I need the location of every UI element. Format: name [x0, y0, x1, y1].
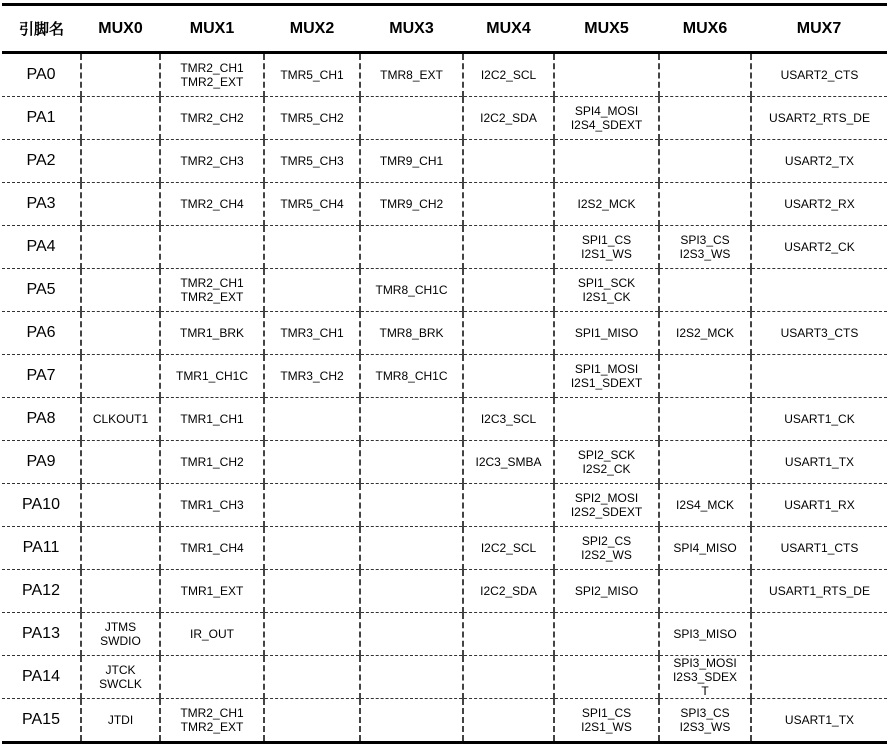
- mux0-cell: [81, 53, 160, 97]
- header-pin-name: 引脚名: [2, 5, 81, 53]
- mux0-cell: [81, 269, 160, 312]
- mux0-cell: [81, 613, 160, 656]
- pin-name-cell: PA1: [2, 97, 81, 140]
- mux2-cell: [264, 656, 360, 699]
- mux7-cell: USART1_RTS_DE: [751, 570, 887, 613]
- mux4-cell: [463, 226, 554, 269]
- cell-line: JTMS: [104, 620, 137, 634]
- mux4-cell: I2C2_SCL: [463, 53, 554, 97]
- mux7-cell: USART2_RTS_DE: [751, 97, 887, 140]
- mux0-cell: JTDI: [81, 699, 160, 743]
- mux5-cell: [554, 699, 659, 743]
- mux5-cell: [554, 398, 659, 441]
- mux2-cell: TMR5_CH1: [264, 53, 360, 97]
- cell-line: SPI3_MOSI: [673, 656, 737, 670]
- pin-name-cell: PA13: [2, 613, 81, 656]
- mux1-cell: TMR2_CH3: [160, 140, 264, 183]
- mux5-cell: [554, 140, 659, 183]
- mux4-cell: I2C3_SCL: [463, 398, 554, 441]
- table-row: [2, 140, 887, 183]
- table-row: [2, 312, 887, 355]
- mux7-cell: [751, 656, 887, 699]
- mux2-cell: TMR3_CH1: [264, 312, 360, 355]
- pin-name-cell: PA11: [2, 527, 81, 570]
- header-mux4: MUX4: [463, 5, 554, 53]
- pin-name-cell: PA4: [2, 226, 81, 269]
- cell-line: TMR2_EXT: [180, 720, 244, 734]
- table-row: [2, 484, 887, 527]
- mux0-cell: [81, 226, 160, 269]
- mux1-cell: [160, 269, 264, 312]
- pin-name-cell: PA10: [2, 484, 81, 527]
- cell-line: TMR2_CH1: [180, 61, 244, 75]
- mux1-cell: TMR1_CH2: [160, 441, 264, 484]
- mux7-cell: USART1_CTS: [751, 527, 887, 570]
- mux5-cell: [554, 53, 659, 97]
- cell-line: SPI3_CS: [680, 233, 730, 247]
- mux0-cell: [81, 527, 160, 570]
- mux1-cell: TMR1_CH4: [160, 527, 264, 570]
- mux7-cell: USART2_CTS: [751, 53, 887, 97]
- mux6-cell: [659, 183, 751, 226]
- mux6-cell: [659, 97, 751, 140]
- cell-line: SPI1_MOSI: [574, 362, 639, 376]
- mux6-cell: [659, 699, 751, 743]
- table-row: [2, 355, 887, 398]
- mux6-cell: I2S4_MCK: [659, 484, 751, 527]
- mux4-cell: I2C2_SCL: [463, 527, 554, 570]
- mux4-cell: [463, 140, 554, 183]
- cell-line: I2S1_CK: [582, 290, 631, 304]
- mux0-cell: [81, 355, 160, 398]
- cell-line: I2S3_WS: [679, 247, 731, 261]
- mux3-cell: TMR8_EXT: [360, 53, 463, 97]
- pin-name-cell: PA8: [2, 398, 81, 441]
- mux5-cell: [554, 355, 659, 398]
- cell-line: T: [701, 684, 709, 698]
- mux6-cell: I2S2_MCK: [659, 312, 751, 355]
- mux3-cell: TMR9_CH2: [360, 183, 463, 226]
- mux7-cell: USART1_RX: [751, 484, 887, 527]
- mux4-cell: [463, 355, 554, 398]
- mux0-cell: [81, 97, 160, 140]
- mux2-cell: TMR5_CH2: [264, 97, 360, 140]
- mux1-cell: TMR1_CH1C: [160, 355, 264, 398]
- mux6-cell: SPI3_MISO: [659, 613, 751, 656]
- header-mux5: MUX5: [554, 5, 659, 53]
- mux1-cell: [160, 226, 264, 269]
- mux7-cell: [751, 355, 887, 398]
- mux4-cell: [463, 613, 554, 656]
- mux3-cell: TMR9_CH1: [360, 140, 463, 183]
- header-row: [2, 5, 887, 53]
- mux1-cell: [160, 699, 264, 743]
- pin-name-cell: PA14: [2, 656, 81, 699]
- mux7-cell: USART1_TX: [751, 441, 887, 484]
- cell-line: I2S2_CK: [582, 462, 631, 476]
- table-row: [2, 570, 887, 613]
- pin-name-cell: PA7: [2, 355, 81, 398]
- mux0-cell: CLKOUT1: [81, 398, 160, 441]
- table-row: [2, 527, 887, 570]
- mux5-cell: SPI2_MISO: [554, 570, 659, 613]
- mux2-cell: [264, 226, 360, 269]
- mux7-cell: USART1_TX: [751, 699, 887, 743]
- mux0-cell: [81, 441, 160, 484]
- mux7-cell: [751, 269, 887, 312]
- cell-line: SPI2_SCK: [577, 448, 636, 462]
- table-body: [2, 53, 887, 743]
- cell-line: SPI4_MOSI: [574, 104, 639, 118]
- mux3-cell: [360, 699, 463, 743]
- mux3-cell: [360, 97, 463, 140]
- mux2-cell: [264, 484, 360, 527]
- cell-line: I2S2_SDEXT: [570, 505, 643, 519]
- cell-line: SPI3_CS: [680, 706, 730, 720]
- mux4-cell: [463, 656, 554, 699]
- mux2-cell: TMR5_CH3: [264, 140, 360, 183]
- cell-line: SPI2_CS: [581, 534, 632, 548]
- mux0-cell: [81, 140, 160, 183]
- table-row: [2, 183, 887, 226]
- cell-line: I2S1_WS: [581, 247, 632, 261]
- mux6-cell: [659, 441, 751, 484]
- pin-name-cell: PA15: [2, 699, 81, 743]
- mux1-cell: TMR1_BRK: [160, 312, 264, 355]
- mux5-cell: [554, 269, 659, 312]
- pin-name-cell: PA0: [2, 53, 81, 97]
- cell-line: TMR2_CH1: [180, 276, 244, 290]
- mux4-cell: I2C2_SDA: [463, 97, 554, 140]
- pin-name-cell: PA9: [2, 441, 81, 484]
- mux7-cell: [751, 613, 887, 656]
- mux5-cell: [554, 226, 659, 269]
- mux1-cell: TMR1_CH3: [160, 484, 264, 527]
- cell-line: SPI1_SCK: [577, 276, 636, 290]
- mux4-cell: I2C2_SDA: [463, 570, 554, 613]
- mux4-cell: [463, 183, 554, 226]
- mux7-cell: USART2_RX: [751, 183, 887, 226]
- pin-name-cell: PA3: [2, 183, 81, 226]
- cell-line: I2S2_WS: [581, 548, 632, 562]
- header-mux1: MUX1: [160, 5, 264, 53]
- mux3-cell: [360, 613, 463, 656]
- mux2-cell: TMR5_CH4: [264, 183, 360, 226]
- table-row: [2, 53, 887, 97]
- header-mux0: MUX0: [81, 5, 160, 53]
- table-row: [2, 97, 887, 140]
- table-row: [2, 699, 887, 743]
- mux2-cell: TMR3_CH2: [264, 355, 360, 398]
- mux2-cell: [264, 699, 360, 743]
- mux3-cell: TMR8_BRK: [360, 312, 463, 355]
- cell-line: TMR2_EXT: [180, 290, 244, 304]
- cell-line: TMR2_CH1: [180, 706, 244, 720]
- mux3-cell: [360, 656, 463, 699]
- mux6-cell: [659, 398, 751, 441]
- mux5-cell: [554, 484, 659, 527]
- mux5-cell: [554, 527, 659, 570]
- cell-line: SWDIO: [100, 634, 141, 648]
- mux3-cell: [360, 398, 463, 441]
- mux6-cell: [659, 570, 751, 613]
- table-row: [2, 656, 887, 699]
- mux6-cell: [659, 269, 751, 312]
- mux1-cell: TMR1_EXT: [160, 570, 264, 613]
- mux7-cell: USART2_TX: [751, 140, 887, 183]
- mux2-cell: [264, 398, 360, 441]
- mux6-cell: [659, 355, 751, 398]
- pin-name-cell: PA2: [2, 140, 81, 183]
- mux1-cell: [160, 53, 264, 97]
- cell-line: SPI1_CS: [581, 233, 632, 247]
- mux2-cell: [264, 570, 360, 613]
- mux0-cell: [81, 312, 160, 355]
- mux7-cell: USART2_CK: [751, 226, 887, 269]
- mux1-cell: TMR1_CH1: [160, 398, 264, 441]
- cell-line: I2S1_SDEXT: [570, 376, 643, 390]
- mux0-cell: [81, 570, 160, 613]
- pin-name-cell: PA5: [2, 269, 81, 312]
- mux7-cell: USART1_CK: [751, 398, 887, 441]
- header-mux2: MUX2: [264, 5, 360, 53]
- mux3-cell: [360, 226, 463, 269]
- mux6-cell: [659, 656, 751, 699]
- cell-line: SPI1_CS: [581, 706, 632, 720]
- mux3-cell: [360, 570, 463, 613]
- mux4-cell: [463, 312, 554, 355]
- mux2-cell: [264, 269, 360, 312]
- cell-line: I2S3_WS: [679, 720, 731, 734]
- mux3-cell: TMR8_CH1C: [360, 355, 463, 398]
- mux1-cell: TMR2_CH4: [160, 183, 264, 226]
- mux3-cell: [360, 441, 463, 484]
- mux5-cell: [554, 97, 659, 140]
- header-mux6: MUX6: [659, 5, 751, 53]
- mux1-cell: IR_OUT: [160, 613, 264, 656]
- mux0-cell: [81, 484, 160, 527]
- mux1-cell: TMR2_CH2: [160, 97, 264, 140]
- cell-line: I2S4_SDEXT: [570, 118, 643, 132]
- mux6-cell: [659, 140, 751, 183]
- pin-mux-table: [2, 3, 887, 744]
- cell-line: TMR2_EXT: [180, 75, 244, 89]
- mux5-cell: [554, 441, 659, 484]
- mux5-cell: SPI1_MISO: [554, 312, 659, 355]
- header-mux7: MUX7: [751, 5, 887, 53]
- cell-line: JTCK: [105, 663, 136, 677]
- header-mux3: MUX3: [360, 5, 463, 53]
- mux7-cell: USART3_CTS: [751, 312, 887, 355]
- mux4-cell: I2C3_SMBA: [463, 441, 554, 484]
- cell-line: SPI2_MOSI: [574, 491, 639, 505]
- mux6-cell: [659, 226, 751, 269]
- mux5-cell: [554, 613, 659, 656]
- mux2-cell: [264, 527, 360, 570]
- mux4-cell: [463, 269, 554, 312]
- table-row: [2, 398, 887, 441]
- cell-line: I2S1_WS: [581, 720, 632, 734]
- table-row: [2, 226, 887, 269]
- mux1-cell: [160, 656, 264, 699]
- mux5-cell: I2S2_MCK: [554, 183, 659, 226]
- mux3-cell: TMR8_CH1C: [360, 269, 463, 312]
- mux0-cell: [81, 656, 160, 699]
- mux2-cell: [264, 613, 360, 656]
- mux0-cell: [81, 183, 160, 226]
- mux4-cell: [463, 484, 554, 527]
- pin-name-cell: PA12: [2, 570, 81, 613]
- cell-line: SWCLK: [99, 677, 142, 691]
- mux6-cell: [659, 53, 751, 97]
- table-row: [2, 269, 887, 312]
- cell-line: I2S3_SDEX: [672, 670, 738, 684]
- mux2-cell: [264, 441, 360, 484]
- mux6-cell: SPI4_MISO: [659, 527, 751, 570]
- mux4-cell: [463, 699, 554, 743]
- table-row: [2, 613, 887, 656]
- table-row: [2, 441, 887, 484]
- mux3-cell: [360, 527, 463, 570]
- mux3-cell: [360, 484, 463, 527]
- pin-name-cell: PA6: [2, 312, 81, 355]
- mux5-cell: [554, 656, 659, 699]
